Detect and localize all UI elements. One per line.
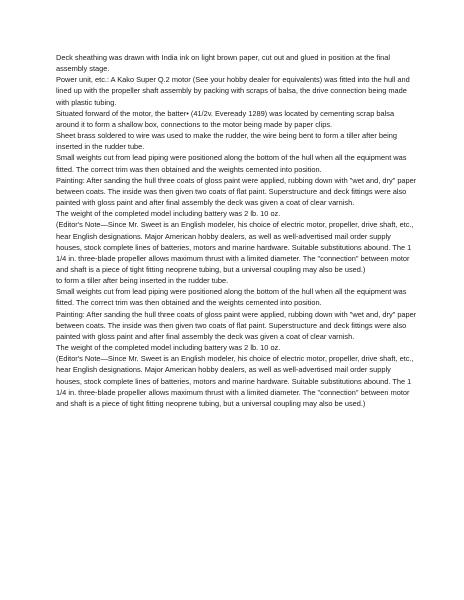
paragraph-battery: Situated forward of the motor, the batter• (41/2v. Eveready 1289) was located by cementing scrap balsa around it to form a shallow box, connections to the motor being made by paper clips. — [56, 108, 395, 129]
paragraph-editors-note-repeat: (Editor's Note—Since Mr. Sweet is an English modeler, his choice of electric motor, propeller, drive shaft, etc., hear English designations. Major American hobby dealers, as well as well-advertised mail order supply houses, stock complete lines of batteries, motors and marine hardware. Suitable substitutions abound. The 1 1/4 in. three-blade propeller allows maximum thrust with a limited diameter. The "connection" between motor and shaft is a piece of tight fitting neoprene tubing, but a universal coupling may also be used.) — [56, 354, 414, 408]
paragraph-model-weight-repeat: The weight of the completed model including battery was 2 lb. 10 oz. — [56, 343, 281, 353]
paragraph-deck-sheathing: Deck sheathing was drawn with India ink on light brown paper, cut out and glued in position at the final assembly stage. — [56, 53, 391, 74]
paragraph-editors-note: (Editor's Note—Since Mr. Sweet is an English modeler, his choice of electric motor, propeller, drive shaft, etc., hear English designations. Major American hobby dealers, as well as well-advertised mail order supply houses, stock complete lines of batteries, motors and marine hardware. Suitable substitutions abound. The 1 1/4 in. three-blade propeller allows maximum thrust with a limited diameter. The "connection" between motor and shaft is a piece of tight fitting neoprene tubing, but a universal coupling may also be used.) — [56, 220, 414, 274]
paragraph-power-unit: Power unit, etc.: A Kako Super Q.2 motor (See your hobby dealer for equivalents) was fitted into the hull and lined up with the propeller shaft assembly by packing with scraps of balsa, the drive connection being made with plastic tubing. — [56, 75, 410, 107]
document-body — [56, 52, 418, 409]
paragraph-tiller-repeat: to form a tiller after being inserted in the rudder tube. — [56, 276, 229, 286]
paragraph-model-weight: The weight of the completed model including battery was 2 lb. 10 oz. — [56, 209, 281, 219]
paragraph-rudder: Sheet brass soldered to wire was used to make the rudder, the wire being bent to form a tiller after being inserted in the rudder tube. — [56, 131, 397, 152]
paragraph-weights-repeat: Small weights cut from lead piping were positioned along the bottom of the hull when all the equipment was fitted. The correct trim was then obtained and the weights cemented into position. — [56, 287, 407, 308]
paragraph-painting: Painting: After sanding the hull three coats of gloss paint were applied, rubbing down with "wet and, dry" paper between coats. The inside was then given two coats of flat paint. Superstructure and deck fittings were also painted with gloss paint and after final assembly the deck was given a coat of clear varnish. — [56, 175, 417, 208]
paragraph-painting-repeat: Painting: After sanding the hull three coats of gloss paint were applied, rubbing down with "wet and, dry" paper between coats. The inside was then given two coats of flat paint. Superstructure and deck fittings were also painted with gloss paint and after final assembly the deck was given a coat of clear varnish. — [56, 309, 417, 341]
paragraph-weights: Small weights cut from lead piping were positioned along the bottom of the hull when all the equipment was fitted. The correct trim was then obtained and the weights cemented into position. — [56, 153, 407, 174]
